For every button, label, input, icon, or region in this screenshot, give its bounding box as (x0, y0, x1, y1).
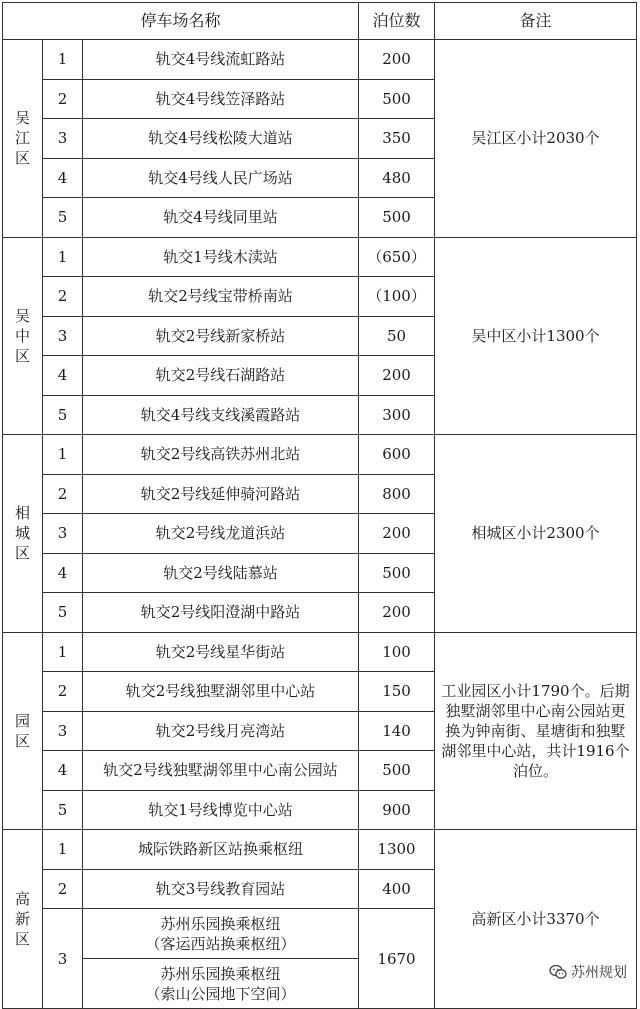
col-header-spaces: 泊位数 (359, 3, 435, 40)
district-label (3, 830, 43, 1009)
parking-spaces: 500 (359, 553, 435, 593)
parking-name: 轨交4号线同里站 (83, 198, 359, 238)
parking-name: 轨交1号线博览中心站 (83, 790, 359, 830)
row-number: 3 (43, 316, 83, 356)
parking-name: 轨交4号线人民广场站 (83, 158, 359, 198)
parking-spaces: 300 (359, 395, 435, 435)
row-number: 3 (43, 711, 83, 751)
district-char: 园 (14, 711, 30, 730)
district-char: 城 (14, 524, 30, 543)
parking-spaces: 500 (359, 751, 435, 791)
row-number: 1 (43, 40, 83, 80)
district-char: 江 (14, 129, 30, 148)
row-number: 3 (43, 909, 83, 1009)
parking-name: 轨交2号线龙道浜站 (83, 514, 359, 554)
parking-name: 轨交2号线宝带桥南站 (83, 277, 359, 317)
parking-name-line: 苏州乐园换乘枢纽 (160, 914, 281, 933)
table-row (3, 435, 637, 475)
district-char: 相 (14, 504, 30, 523)
parking-name: 轨交2号线独墅湖邻里中心站 (83, 672, 359, 712)
row-number: 2 (43, 277, 83, 317)
row-number: 1 (43, 632, 83, 672)
parking-name (83, 959, 359, 1009)
district-char: 吴 (14, 306, 30, 325)
row-number: 4 (43, 751, 83, 791)
parking-name: 轨交2号线星华街站 (83, 632, 359, 672)
parking-spaces: 500 (359, 198, 435, 238)
parking-name: 轨交2号线阳澄湖中路站 (83, 593, 359, 633)
parking-spaces: 50 (359, 316, 435, 356)
district-char: 高 (14, 890, 30, 908)
parking-spaces: 400 (359, 869, 435, 909)
district-label (3, 435, 43, 633)
parking-name-line: （索山公园地下空间） (145, 984, 296, 1003)
row-number: 3 (43, 514, 83, 554)
row-number: 2 (43, 672, 83, 712)
district-char: 吴 (14, 109, 30, 128)
col-header-note: 备注 (435, 3, 637, 40)
parking-name: 轨交2号线月亮湾站 (83, 711, 359, 751)
district-char: 区 (14, 930, 30, 948)
parking-spaces: （100） (359, 277, 435, 317)
parking-spaces: 200 (359, 40, 435, 80)
district-char: 中 (14, 326, 30, 345)
parking-name: 轨交4号线松陵大道站 (83, 119, 359, 159)
district-char: 区 (14, 346, 30, 365)
parking-spaces: 200 (359, 356, 435, 396)
district-label (3, 40, 43, 238)
parking-spaces: 600 (359, 435, 435, 475)
watermark (546, 961, 630, 983)
parking-spaces: 140 (359, 711, 435, 751)
parking-spaces: 100 (359, 632, 435, 672)
row-number: 5 (43, 198, 83, 238)
row-number: 1 (43, 237, 83, 277)
row-number: 4 (43, 158, 83, 198)
table-row (3, 237, 637, 277)
row-number: 5 (43, 790, 83, 830)
parking-spaces: 1670 (359, 909, 435, 1009)
table-row (3, 830, 637, 870)
parking-spaces: 150 (359, 672, 435, 712)
row-number: 5 (43, 593, 83, 633)
district-note: 工业园区小计1790个。后期独墅湖邻里中心南公园站更换为钟南街、星塘街和独墅湖邻里中心站，共计1916个泊位。 (435, 632, 637, 830)
parking-name: 轨交4号线支线溪霞路站 (83, 395, 359, 435)
row-number: 2 (43, 79, 83, 119)
district-char: 区 (14, 544, 30, 563)
district-char: 区 (14, 731, 30, 750)
parking-spaces: （650） (359, 237, 435, 277)
table-row (3, 632, 637, 672)
district-char: 新 (14, 910, 30, 928)
watermark-text: 苏州规划 (571, 965, 627, 981)
district-label (3, 632, 43, 830)
parking-name: 轨交2号线独墅湖邻里中心南公园站 (83, 751, 359, 791)
parking-spaces: 1300 (359, 830, 435, 870)
district-char: 区 (14, 149, 30, 168)
district-note: 吴江区小计2030个 (435, 40, 637, 238)
district-label (3, 237, 43, 435)
parking-table (2, 2, 637, 1009)
parking-name: 轨交2号线高铁苏州北站 (83, 435, 359, 475)
row-number: 4 (43, 356, 83, 396)
parking-name: 城际铁路新区站换乘枢纽 (83, 830, 359, 870)
parking-name: 轨交4号线笠泽路站 (83, 79, 359, 119)
row-number: 4 (43, 553, 83, 593)
parking-name: 轨交2号线石湖路站 (83, 356, 359, 396)
parking-name: 轨交4号线流虹路站 (83, 40, 359, 80)
parking-spaces: 200 (359, 514, 435, 554)
parking-name: 轨交2号线陆慕站 (83, 553, 359, 593)
parking-name-line: （客运西站换乘枢纽） (145, 934, 296, 953)
wechat-icon (549, 964, 567, 980)
parking-spaces: 900 (359, 790, 435, 830)
district-note: 吴中区小计1300个 (435, 237, 637, 435)
header-row (3, 3, 637, 40)
parking-spaces: 480 (359, 158, 435, 198)
district-note: 高新区小计3370个 (435, 830, 637, 1009)
parking-name-line: 苏州乐园换乘枢纽 (160, 964, 281, 983)
table-row (3, 40, 637, 80)
parking-name: 轨交1号线木渎站 (83, 237, 359, 277)
parking-spaces: 200 (359, 593, 435, 633)
parking-spaces: 350 (359, 119, 435, 159)
parking-name: 轨交2号线延伸骑河路站 (83, 474, 359, 514)
parking-spaces: 800 (359, 474, 435, 514)
district-note: 相城区小计2300个 (435, 435, 637, 633)
parking-name: 轨交3号线教育园站 (83, 869, 359, 909)
parking-name (83, 909, 359, 959)
row-number: 2 (43, 869, 83, 909)
col-header-name: 停车场名称 (3, 3, 359, 40)
row-number: 1 (43, 830, 83, 870)
parking-name: 轨交2号线新家桥站 (83, 316, 359, 356)
row-number: 3 (43, 119, 83, 159)
row-number: 5 (43, 395, 83, 435)
row-number: 2 (43, 474, 83, 514)
parking-spaces: 500 (359, 79, 435, 119)
row-number: 1 (43, 435, 83, 475)
